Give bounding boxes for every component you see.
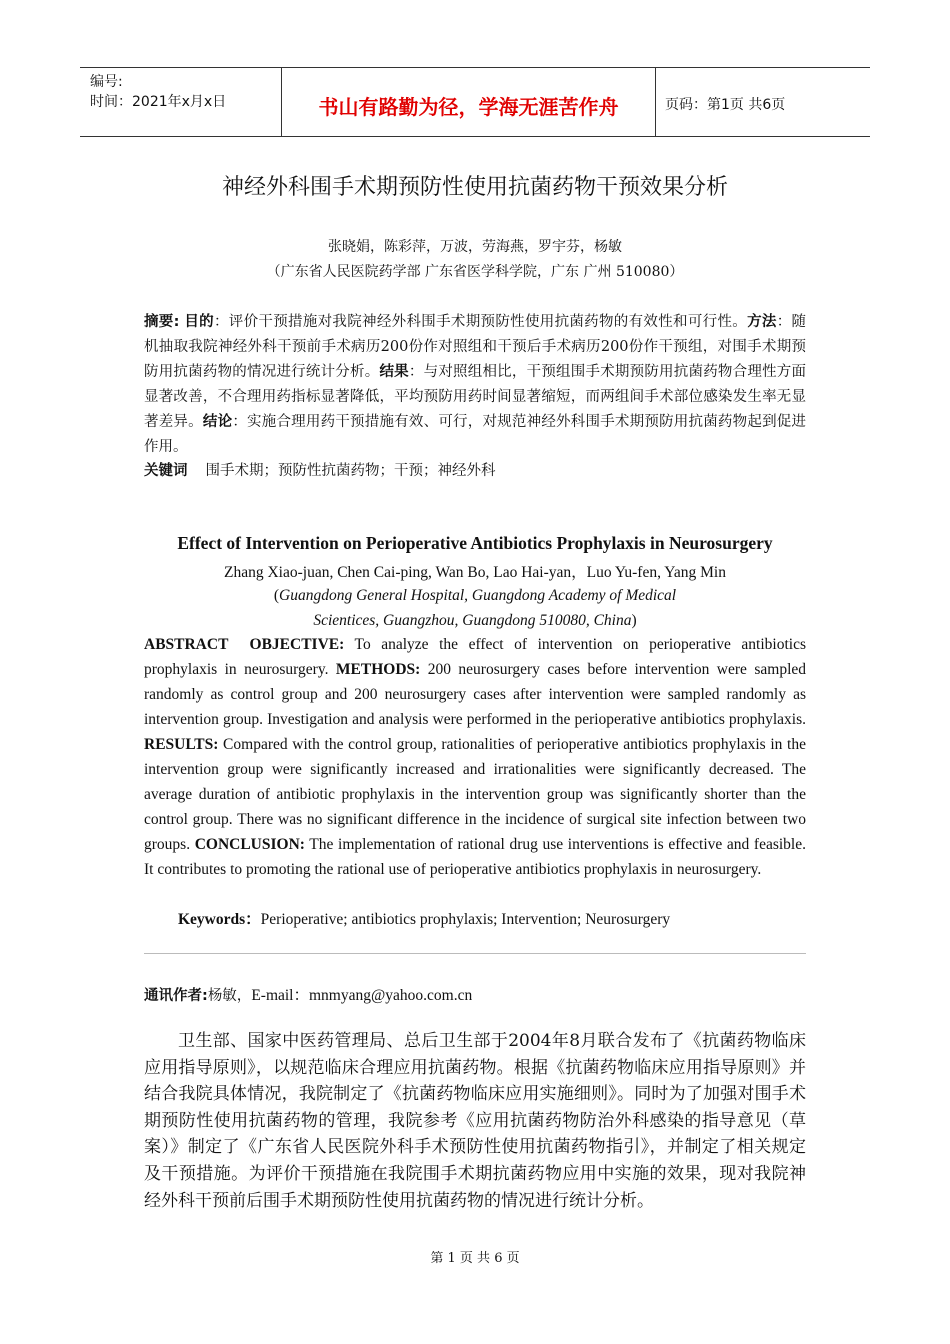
paper-title-cn: 神经外科围手术期预防性使用抗菌药物干预效果分析 <box>221 175 728 200</box>
conclusion-en: The implementation of rational drug use interventions is effective and feasible. It contributes to promoting the rational use of perioperative antibiotics prophylaxis in neurosurgery. <box>144 836 806 878</box>
authors-en: Zhang Xiao-juan, Chen Cai-ping, Wan Bo, Lao Hai-yan，Luo Yu-fen, Yang Min <box>224 564 726 581</box>
abstract-en <box>144 632 806 882</box>
objective-en-label: OBJECTIVE: <box>249 636 345 653</box>
paper-title-en: Effect of Intervention on Perioperative Antibiotics Prophylaxis in Neurosurgery <box>177 533 773 553</box>
keywords-cn-label: 关键词 <box>144 463 188 479</box>
page-footer: 第 1 页 共 6 页 <box>430 1251 520 1266</box>
time-label: 时间：2021年x月x日 <box>90 94 227 110</box>
results-cn: ：与对照组相比，干预组围手术期预防用抗菌药物合理性方面显著改善，不合理用药指标显著降低，平均预防用药时间显著缩短，而两组间手术部位感染发生率无显著差异。 <box>144 364 807 430</box>
number-label: 编号: <box>90 74 123 90</box>
conclusion-cn-label: 结论 <box>202 414 233 430</box>
correspondence-email: mnmyang@yahoo.com.cn <box>309 987 473 1004</box>
header-motto: 书山有路勤为径，学海无涯苦作舟 <box>282 68 656 136</box>
results-cn-label: 结果 <box>379 364 409 380</box>
correspondence-name: 杨敏， <box>207 988 252 1004</box>
methods-en-label: METHODS: <box>335 661 421 678</box>
body-paragraph: 卫生部、国家中医药管理局、总后卫生部于2004年8月联合发布了《抗菌药物临床应用指导原则》，以规范临床合理应用抗菌药物。根据《抗菌药物临床应用指导原则》并结合我院具体情况，我院制定了《抗菌药物临床应用实施细则》。同时为了加强对围手术期预防性使用抗菌药物的管理，我院参考《应用抗菌药物防治外科感染的指导意见（草案）》制定了《广东省人民医院外科手术预防性使用抗菌药物指引》，并制定了相关规定及干预措施。为评价干预措施在我院围手术期抗菌药物应用中实施的效果，现对我院神经外科干预前后围手术期预防性使用抗菌药物的情况进行统计分析。 <box>144 1031 806 1211</box>
footnote-divider <box>144 953 806 954</box>
results-en-label: RESULTS: <box>144 736 219 753</box>
abstract-cn <box>144 310 806 460</box>
affiliation-en: (Guangdong General Hospital, Guangdong Academy of Medical Scientices, Guangzhou, Guangdong 510080, China) <box>273 587 677 629</box>
conclusion-cn: ：实施合理用药干预措施有效、可行，对规范神经外科围手术期预防用抗菌药物起到促进作用。 <box>144 414 807 455</box>
keywords-en-label: Keywords： <box>178 911 261 928</box>
objective-en: To analyze the effect of intervention on perioperative antibiotics prophylaxis in neurosurgery. <box>144 636 807 678</box>
results-en: Compared with the control group, rationalities of perioperative antibiotics prophylaxis in the intervention group were significantly increased and irrationalities were significantly decreased. The average duration of antibiotic prophylaxis in the intervention group was significantly shorter than the control group. There was no significant difference in the incidence of surgical site infection between two groups. <box>144 736 806 853</box>
keywords-en-value: Perioperative; antibiotics prophylaxis; Intervention; Neurosurgery <box>260 911 671 928</box>
keywords-cn <box>144 459 496 480</box>
abstract-cn-label: 摘要: <box>144 314 180 330</box>
conclusion-en-label: CONCLUSION: <box>194 836 305 853</box>
affiliation-cn: （广东省人民医院药学部 广东省医学科学院，广东 广州 510080） <box>266 264 684 280</box>
correspondence <box>144 983 472 1005</box>
affiliation-en-text: Guangdong General Hospital, Guangdong Academy of Medical Scientices, Guangzhou, Guangdong 510080, China <box>279 587 677 629</box>
correspondence-label: 通讯作者: <box>144 988 208 1004</box>
header-page-info: 页码：第1页 共6页 <box>665 97 786 113</box>
correspondence-email-label: E-mail： <box>251 987 309 1004</box>
objective-cn: ：评价干预措施对我院神经外科围手术期预防性使用抗菌药物的有效性和可行性。 <box>213 314 748 330</box>
abstract-en-label: ABSTRACT <box>144 636 229 653</box>
authors-cn: 张晓娟，陈彩萍，万波，劳海燕，罗宇芬，杨敏 <box>328 239 622 255</box>
methods-cn: ：随机抽取我院神经外科干预前手术病历200份作对照组和干预后手术病历200份作干预组，对围手术期预防用抗菌药物的情况进行统计分析。 <box>144 314 807 380</box>
methods-cn-label: 方法 <box>747 314 777 330</box>
objective-cn-label: 目的 <box>184 314 214 330</box>
header-meta <box>80 68 282 136</box>
page-header <box>80 67 870 137</box>
keywords-en <box>178 907 670 929</box>
keywords-cn-value: 围手术期；预防性抗菌药物；干预；神经外科 <box>205 463 496 479</box>
methods-en: 200 neurosurgery cases before intervention were sampled randomly as control group and 200 neurosurgery cases after intervention were sampled randomly as intervention group. Investigation and analysis were performed in the perioperative antibiotics prophylaxis. <box>144 661 807 728</box>
